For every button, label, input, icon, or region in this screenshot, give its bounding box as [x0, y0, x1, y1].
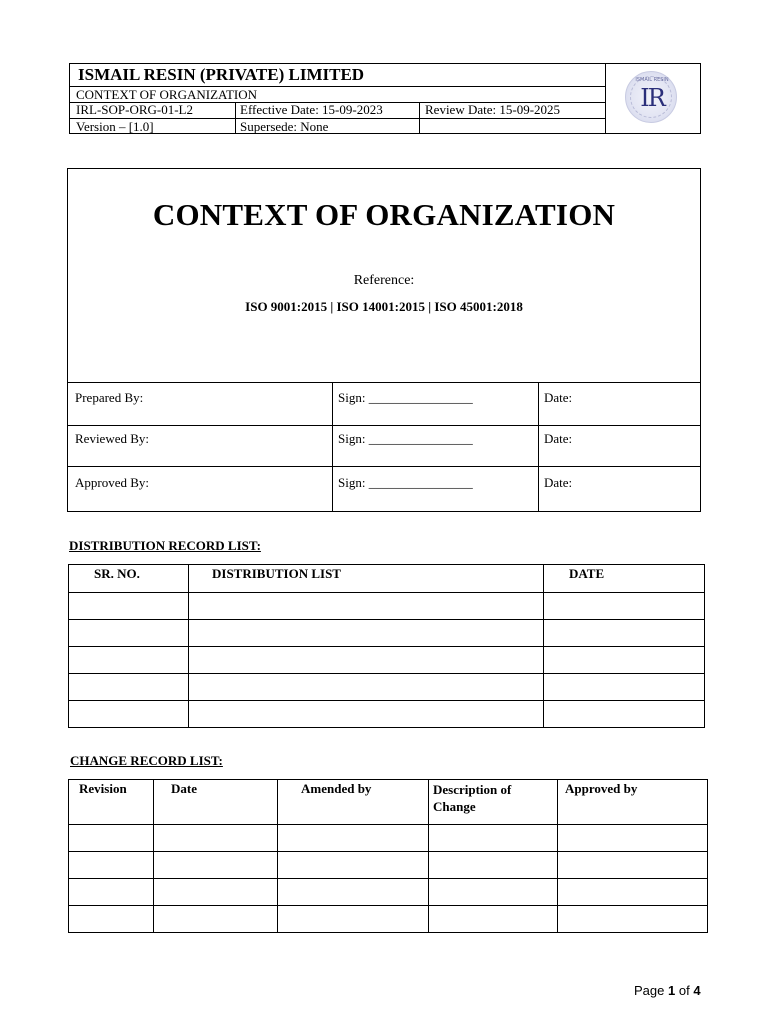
approved-by-label: Approved By:	[75, 475, 150, 490]
prepared-by-label: Prepared By:	[75, 390, 144, 405]
review-date: Review Date: 15-09-2025	[425, 102, 561, 117]
table-cell[interactable]	[69, 674, 189, 701]
table-cell[interactable]	[189, 647, 544, 674]
page-number	[634, 983, 701, 998]
table-cell[interactable]	[69, 647, 189, 674]
effective-date: Effective Date: 15-09-2023	[240, 102, 383, 117]
table-cell[interactable]	[558, 879, 708, 906]
supersede: Supersede: None	[240, 119, 329, 134]
table-cell[interactable]	[189, 701, 544, 728]
table-cell[interactable]	[544, 593, 705, 620]
table-cell[interactable]	[429, 825, 558, 852]
change-record-table	[68, 779, 708, 933]
table-cell[interactable]	[278, 879, 429, 906]
table-cell[interactable]	[544, 701, 705, 728]
table-row	[69, 593, 705, 620]
table-cell[interactable]	[429, 906, 558, 933]
column-header: Date	[154, 780, 278, 825]
cover-divider	[68, 425, 700, 426]
column-header: Revision	[69, 780, 154, 825]
logo-small-text: ISMAIL RESIN	[635, 77, 669, 83]
table-row	[69, 674, 705, 701]
header-divider	[419, 118, 420, 134]
reviewed-by-sign: Sign: ________________	[338, 431, 473, 446]
table-cell[interactable]	[544, 647, 705, 674]
table-cell[interactable]	[189, 620, 544, 647]
approved-by-date: Date:	[544, 475, 573, 490]
column-header: DATE	[544, 565, 705, 593]
page-title: CONTEXT OF ORGANIZATION	[152, 197, 616, 232]
table-cell[interactable]	[69, 701, 189, 728]
table-cell[interactable]	[69, 620, 189, 647]
reference-standards: ISO 9001:2015 | ISO 14001:2015 | ISO 45001:2018	[245, 299, 523, 314]
cover-divider	[68, 466, 700, 467]
table-cell[interactable]	[154, 825, 278, 852]
page-total: 4	[693, 983, 701, 998]
table-cell[interactable]	[558, 906, 708, 933]
cover-divider	[68, 382, 700, 383]
table-cell[interactable]	[69, 879, 154, 906]
table-header-row	[69, 780, 708, 825]
table-cell[interactable]	[69, 852, 154, 879]
table-row	[69, 825, 708, 852]
table-row	[69, 852, 708, 879]
company-name: ISMAIL RESIN (PRIVATE) LIMITED	[78, 65, 365, 84]
table-cell[interactable]	[69, 825, 154, 852]
reviewed-by-date: Date:	[544, 431, 573, 446]
logo-letters: IR	[640, 84, 664, 112]
table-cell[interactable]	[278, 906, 429, 933]
table-cell[interactable]	[278, 852, 429, 879]
approved-by-sign: Sign: ________________	[338, 475, 473, 490]
table-cell[interactable]	[69, 593, 189, 620]
version: Version – [1.0]	[76, 119, 154, 134]
table-cell[interactable]	[544, 674, 705, 701]
table-cell[interactable]	[278, 825, 429, 852]
table-cell[interactable]	[189, 593, 544, 620]
table-row	[69, 701, 705, 728]
column-header: Amended by	[278, 780, 429, 825]
table-row	[69, 906, 708, 933]
table-cell[interactable]	[154, 906, 278, 933]
of-label: of	[678, 983, 690, 998]
page-current: 1	[668, 983, 676, 998]
header-divider	[419, 102, 420, 119]
table-cell[interactable]	[154, 879, 278, 906]
distribution-heading: DISTRIBUTION RECORD LIST:	[69, 538, 261, 553]
column-header: Approved by	[558, 780, 708, 825]
table-cell[interactable]	[558, 825, 708, 852]
prepared-by-sign: Sign: ________________	[338, 390, 473, 405]
document-header	[69, 63, 701, 134]
distribution-table	[68, 564, 705, 728]
header-divider	[605, 64, 606, 134]
table-cell[interactable]	[154, 852, 278, 879]
table-row	[69, 879, 708, 906]
table-cell[interactable]	[429, 852, 558, 879]
table-cell[interactable]	[558, 852, 708, 879]
document-title-short: CONTEXT OF ORGANIZATION	[76, 87, 258, 102]
header-divider	[235, 102, 236, 134]
document-code: IRL-SOP-ORG-01-L2	[76, 102, 193, 117]
table-cell[interactable]	[69, 906, 154, 933]
cover-divider	[332, 382, 333, 511]
reviewed-by-label: Reviewed By:	[75, 431, 150, 446]
page-label: Page	[634, 983, 665, 998]
table-header-row	[69, 565, 705, 593]
column-header: Description of Change	[429, 780, 558, 825]
change-record-heading: CHANGE RECORD LIST:	[70, 753, 223, 768]
table-cell[interactable]	[189, 674, 544, 701]
reference-label: Reference:	[353, 273, 415, 288]
table-cell[interactable]	[544, 620, 705, 647]
column-header: SR. NO.	[69, 565, 189, 593]
company-logo	[625, 71, 677, 123]
table-row	[69, 620, 705, 647]
table-cell[interactable]	[429, 879, 558, 906]
prepared-by-date: Date:	[544, 390, 573, 405]
column-header: DISTRIBUTION LIST	[189, 565, 544, 593]
table-row	[69, 647, 705, 674]
cover-divider	[538, 382, 539, 511]
